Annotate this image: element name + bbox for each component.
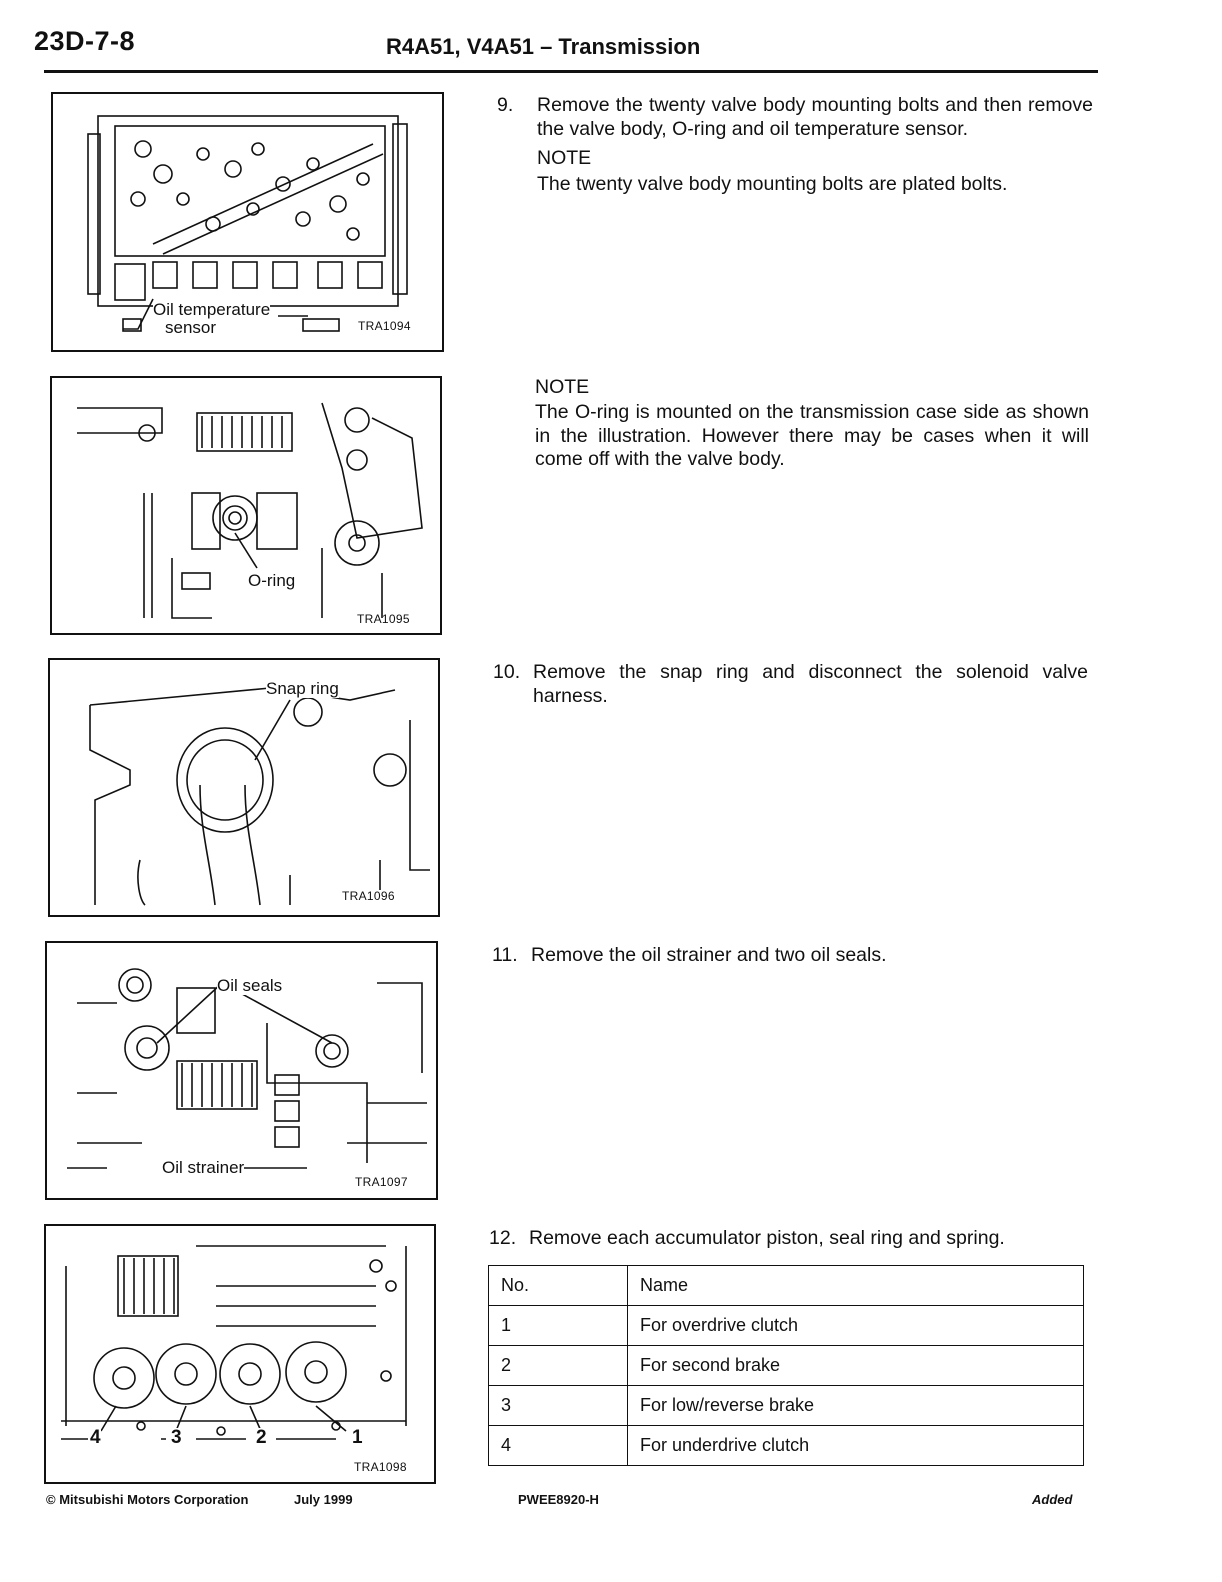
table-cell-no: 2 — [489, 1346, 628, 1386]
oil-strainer-label: Oil strainer — [162, 1158, 245, 1177]
figure-valve-body — [51, 92, 444, 352]
step-number: 12. — [489, 1227, 517, 1249]
step-text: Remove each accumulator piston, seal ring and spring. — [529, 1227, 1005, 1249]
accumulator-2-label: 2 — [256, 1427, 267, 1448]
footer-status: Added — [1032, 1492, 1073, 1507]
figure-snap-ring — [48, 658, 440, 917]
step-number: 9. — [497, 94, 514, 116]
table-cell-no: 3 — [489, 1386, 628, 1426]
table-row — [489, 1426, 1084, 1466]
note-heading: NOTE — [535, 376, 590, 398]
accumulator-3-label: 3 — [171, 1427, 182, 1448]
oil-temperature-sensor-label: Oil temperature — [153, 300, 271, 319]
footer-date: July 1999 — [294, 1492, 353, 1507]
step-number: 10. — [493, 661, 521, 683]
figure-oil-strainer — [45, 941, 438, 1200]
o-ring-illustration — [52, 378, 442, 635]
note-text: The O-ring is mounted on the transmission case side as shown in the illustration. However there may be cases when it will come off with the valve body. — [535, 401, 1089, 470]
table-row — [489, 1346, 1084, 1386]
figure-code: TRA1096 — [342, 889, 395, 903]
figure-code: TRA1098 — [354, 1460, 407, 1474]
figure-code: TRA1094 — [358, 319, 411, 333]
header-rule — [44, 70, 1098, 73]
column-header-name: Name — [628, 1266, 1084, 1306]
table-cell-name: For overdrive clutch — [628, 1306, 1084, 1346]
column-header-no: No. — [489, 1266, 628, 1306]
table-cell-name: For underdrive clutch — [628, 1426, 1084, 1466]
table-cell-no: 4 — [489, 1426, 628, 1466]
table-header-row — [489, 1266, 1084, 1306]
figure-code: TRA1097 — [355, 1175, 408, 1189]
step-text: Remove the twenty valve body mounting bolts and then remove the valve body, O-ring and oil temperature sensor. — [537, 94, 1093, 140]
figure-code: TRA1095 — [357, 612, 410, 626]
table-cell-name: For second brake — [628, 1346, 1084, 1386]
oil-seals-label: Oil seals — [217, 976, 283, 995]
footer-copyright: © Mitsubishi Motors Corporation — [46, 1492, 249, 1507]
snap-ring-label: Snap ring — [266, 679, 339, 698]
table-cell-no: 1 — [489, 1306, 628, 1346]
table-row — [489, 1386, 1084, 1426]
footer-doc-code: PWEE8920-H — [518, 1492, 599, 1507]
accumulator-1-label: 1 — [352, 1427, 363, 1448]
figure-o-ring — [50, 376, 442, 635]
accumulator-4-label: 4 — [90, 1427, 101, 1448]
snap-ring-illustration — [50, 660, 440, 917]
oil-temperature-sensor-label-line2: sensor — [165, 318, 217, 337]
figure-accumulators — [44, 1224, 436, 1484]
step-text: Remove the oil strainer and two oil seals. — [531, 944, 887, 966]
page-title: R4A51, V4A51 – Transmission — [386, 34, 701, 59]
note-text: The twenty valve body mounting bolts are plated bolts. — [537, 173, 1008, 195]
note-heading: NOTE — [537, 147, 592, 169]
table-row — [489, 1306, 1084, 1346]
step-text: Remove the snap ring and disconnect the solenoid valve harness. — [533, 661, 1088, 707]
o-ring-label: O-ring — [248, 571, 296, 590]
accumulator-illustration — [46, 1226, 436, 1484]
accumulator-table — [488, 1265, 1084, 1466]
step-number: 11. — [492, 944, 518, 966]
table-cell-name: For low/reverse brake — [628, 1386, 1084, 1426]
section-number: 23D-7-8 — [34, 26, 136, 56]
